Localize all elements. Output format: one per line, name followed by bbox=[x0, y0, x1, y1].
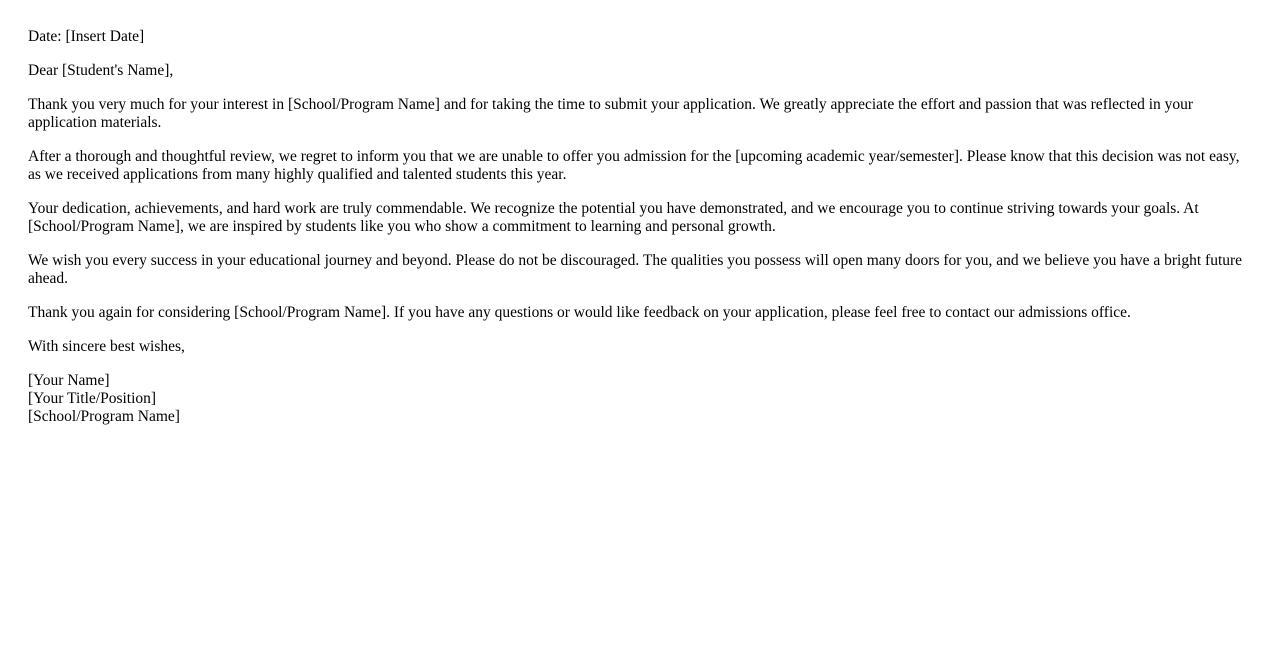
signature-name: [Your Name] bbox=[28, 372, 110, 389]
signature-title: [Your Title/Position] bbox=[28, 390, 157, 407]
paragraph-contact: Thank you again for considering [School/Program Name]. If you have any questions or would like feedback on your application, please feel free to contact our admissions office. bbox=[28, 304, 1131, 321]
signature-organization: [School/Program Name] bbox=[28, 408, 180, 425]
salutation: Dear [Student's Name], bbox=[28, 62, 174, 79]
paragraph-decision: After a thorough and thoughtful review, we regret to inform you that we are unable to offer you admission for the [upcoming academic year/semester]. Please know that this decision was not easy, as we received applications from many highly qualified and talented students this year. bbox=[28, 148, 1240, 183]
paragraph-well-wishes: We wish you every success in your educational journey and beyond. Please do not be discouraged. The qualities you possess will open many doors for you, and we believe you have a bright future ahead. bbox=[28, 252, 1243, 287]
paragraph-encouragement: Your dedication, achievements, and hard work are truly commendable. We recognize the potential you have demonstrated, and we encourage you to continue striving towards your goals. At [School/Program Name], we are inspired by students like you who show a commitment to learning and personal growth. bbox=[28, 200, 1199, 235]
paragraph-interest: Thank you very much for your interest in [School/Program Name] and for taking the time to submit your application. We greatly appreciate the effort and passion that was reflected in your application materials. bbox=[28, 96, 1194, 131]
letter-body bbox=[28, 28, 1250, 426]
date-line: Date: [Insert Date] bbox=[28, 28, 145, 45]
signature-block bbox=[28, 372, 1250, 426]
closing: With sincere best wishes, bbox=[28, 338, 185, 355]
